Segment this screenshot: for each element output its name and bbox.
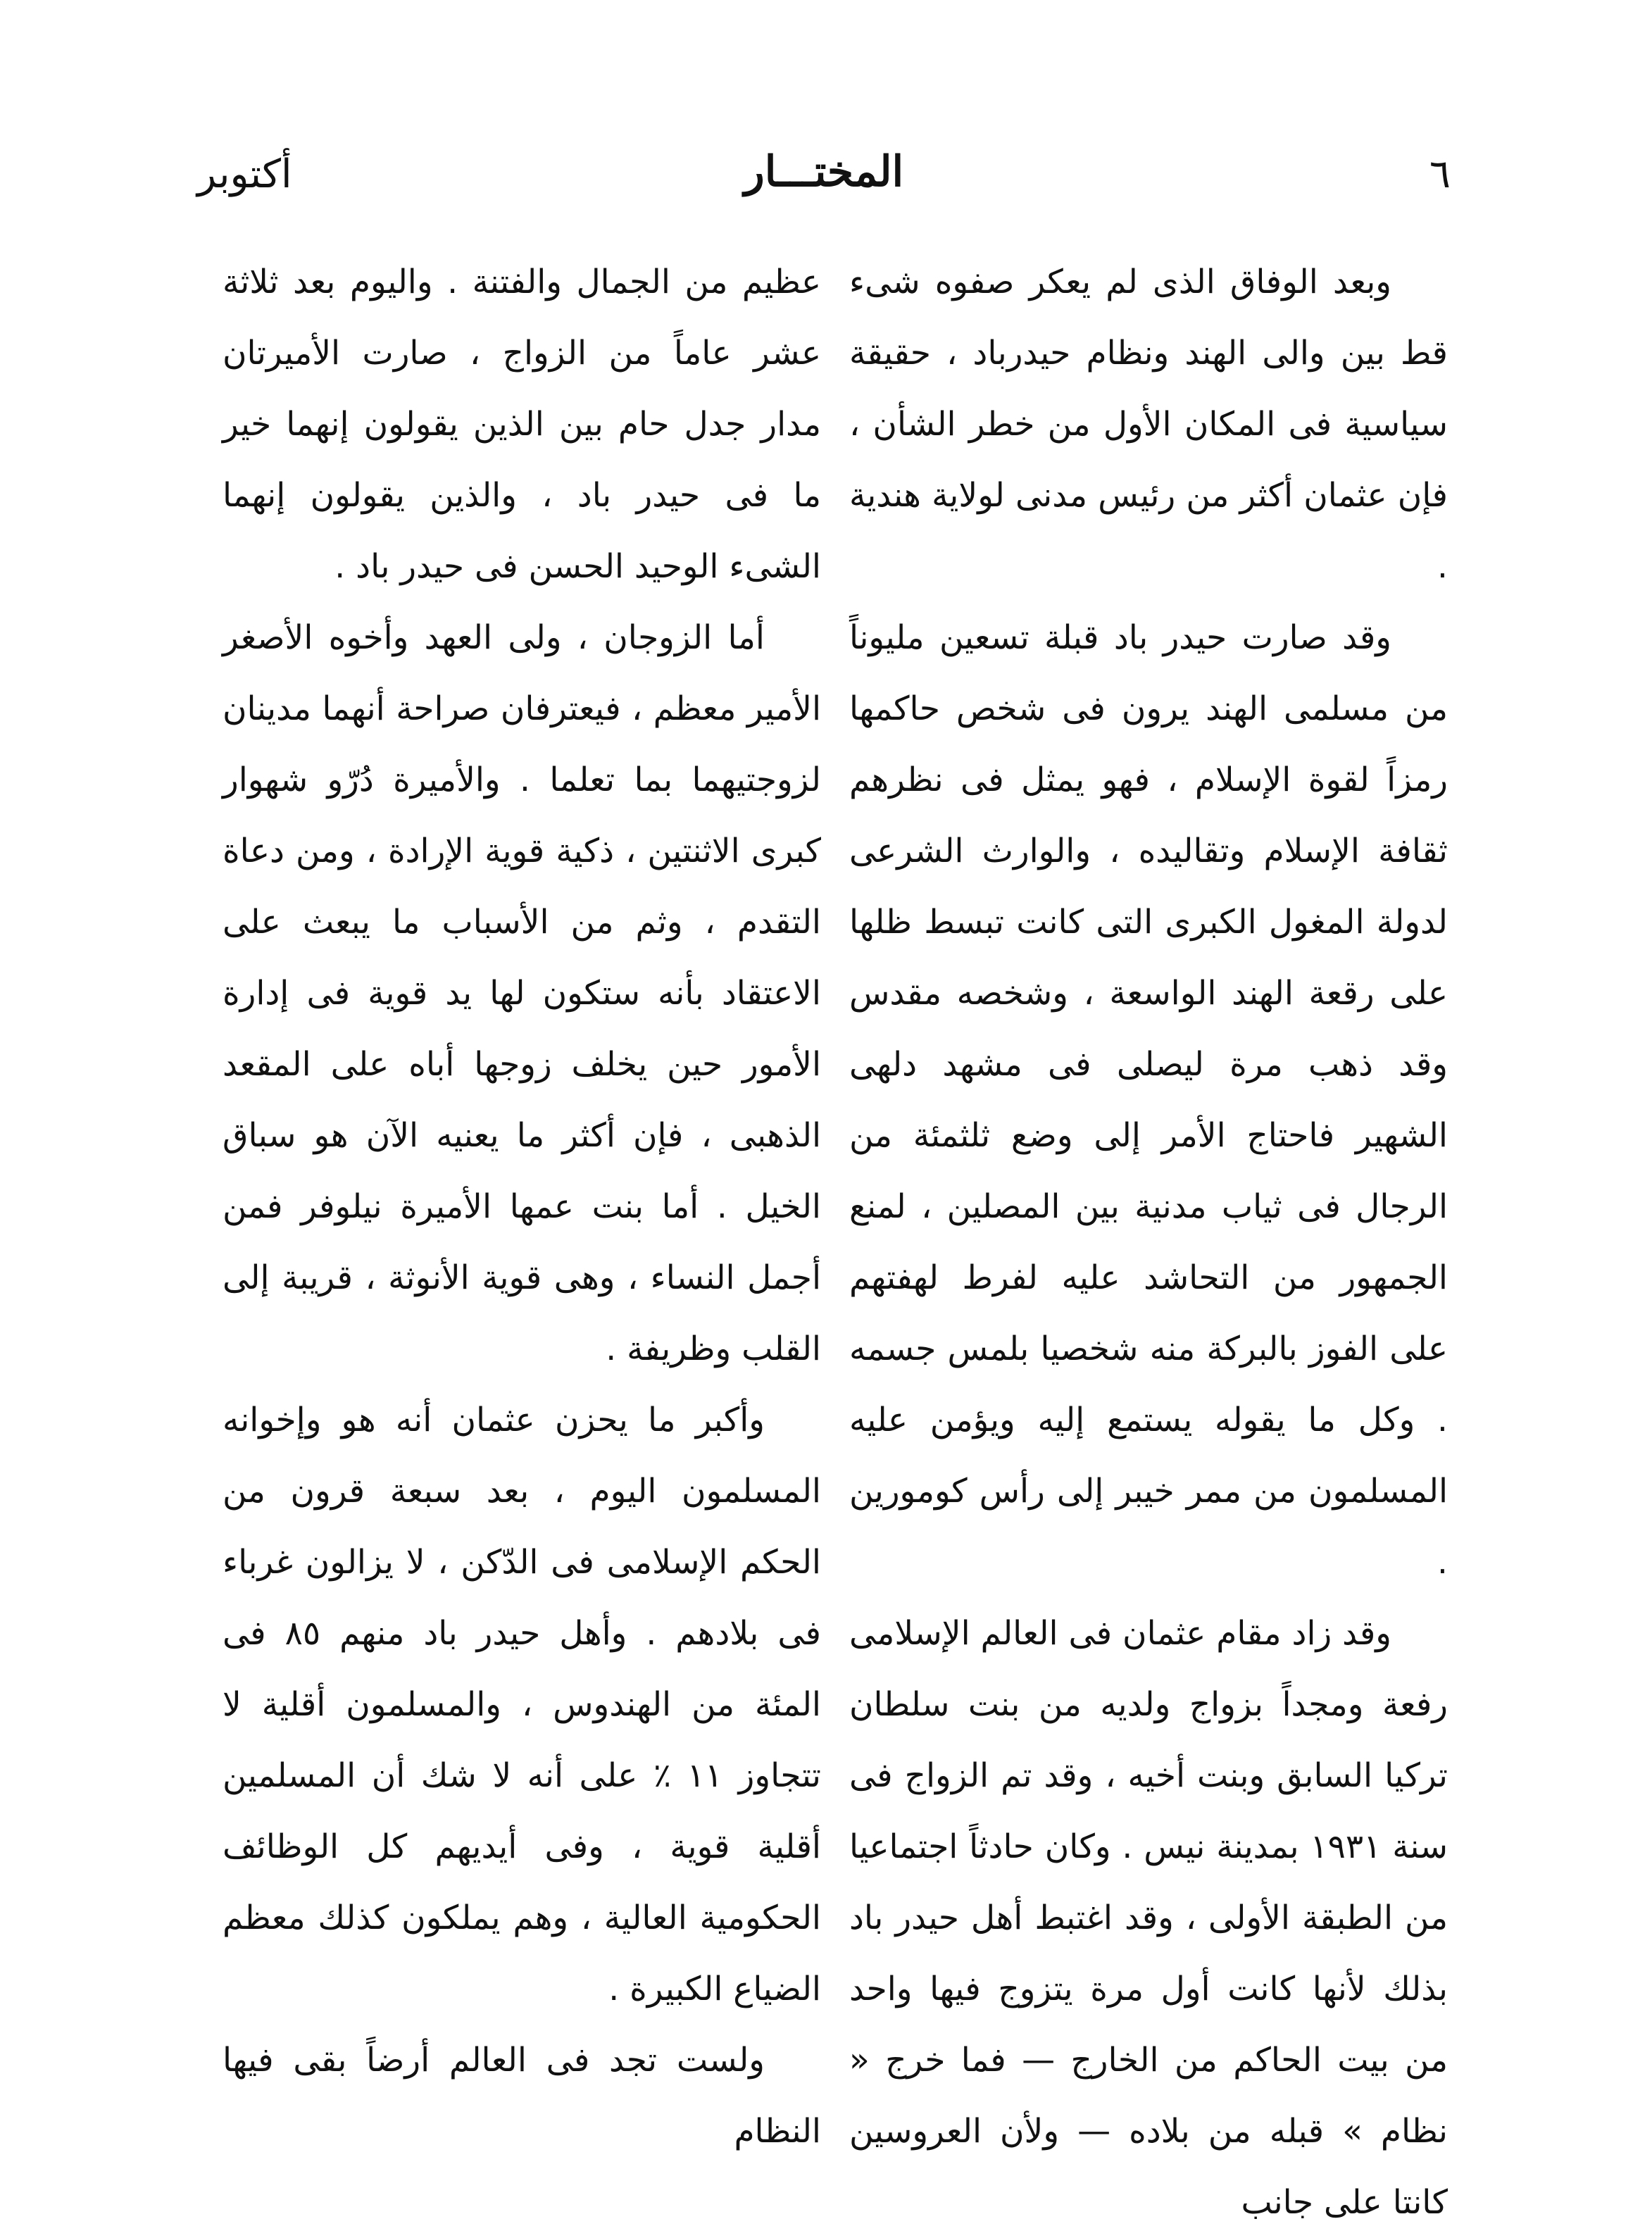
paragraph: وقد زاد مقام عثمان فى العالم الإسلامى رفعة ومجداً بزواج ولديه من بنت سلطان تركيا السابق وبنت أخيه ، وقد تم الزواج فى سنة ١٩٣١ بمدينة نيس . وكان حادثاً اجتماعيا من الطبقة الأولى ، وقد اغتبط أهل حيدر باد بذلك لأنها كانت أول مرة يتزوج فيها واحد من بيت الحاكم من الخارج — فما خرج « نظام » قبله من بلاده — ولأن العروسين كانتا على جانب (849, 1614, 1448, 2222)
paragraph: وبعد الوفاق الذى لم يعكر صفوه شىء قط بين والى الهند ونظام حيدرباد ، حقيقة سياسية فى المكان الأول من خطر الشأن ، فإن عثمان أكثر من رئيس مدنى لولاية هندية . (849, 263, 1448, 586)
paragraph: أما الزوجان ، ولى العهد وأخوه الأصغر الأمير معظم ، فيعترفان صراحة أنهما مدينان لزوجتيهما بما تعلما . والأميرة دُرّو شهوار كبرى الاثنتين ، ذكية قوية الإرادة ، ومن دعاة التقدم ، وثم من الأسباب ما يبعث على الاعتقاد بأنه ستكون لها يد قوية فى إدارة الأمور حين يخلف زوجها أباه على المقعد الذهبى ، فإن أكثر ما يعنيه الآن هو سباق الخيل . أما بنت عمها الأميرة نيلوفر فمن أجمل النساء ، وهى قوية الأنوثة ، قريبة إلى القلب وظريفة . (223, 618, 821, 1368)
paragraph: وقد صارت حيدر باد قبلة تسعين مليوناً من مسلمى الهند يرون فى شخص حاكمها رمزاً لقوة الإسلام ، فهو يمثل فى نظرهم ثقافة الإسلام وتقاليده ، والوارث الشرعى لدولة المغول الكبرى التى كانت تبسط ظلها على رقعة الهند الواسعة ، وشخصه مقدس وقد ذهب مرة ليصلى فى مشهد دلهى الشهير فاحتاج الأمر إلى وضع ثلثمئة من الرجال فى ثياب مدنية بين المصلين ، لمنع الجمهور من التحاشد عليه لفرط لهفتهم على الفوز بالبركة منه شخصيا بلمس جسمه . وكل ما يقوله يستمع إليه ويؤمن عليه المسلمون من ممر خيبر إلى رأس كومورين . (849, 618, 1448, 1582)
left-text-column (223, 246, 821, 2167)
page-header (197, 147, 1451, 215)
paragraph: وأكبر ما يحزن عثمان أنه هو وإخوانه المسلمون اليوم ، بعد سبعة قرون من الحكم الإسلامى فى الدّكن ، لا يزالون غرباء فى بلادهم . وأهل حيدر باد منهم ٨٥ فى المئة من الهندوس ، والمسلمون أقلية لا تتجاوز ١١ ٪ على أنه لا شك أن المسلمين أقلية قوية ، وفى أيديهم كل الوظائف الحكومية العالية ، وهم يملكون كذلك معظم الضياع الكبيرة . (223, 1401, 821, 2008)
paragraph: ولست تجد فى العالم أرضاً بقى فيها النظام (223, 2041, 821, 2151)
paragraph-continuation: عظيم من الجمال والفتنة . واليوم بعد ثلاثة عشر عاماً من الزواج ، صارت الأميرتان مدار جدل حام بين الذين يقولون إنهما خير ما فى حيدر باد ، والذين يقولون إنهما الشىء الوحيد الحسن فى حيدر باد . (223, 263, 821, 586)
magazine-title: المختـــار (744, 147, 904, 196)
right-text-column (849, 246, 1448, 2238)
page-number: ٦ (1429, 151, 1451, 197)
issue-month: أكتوبر (197, 151, 292, 197)
